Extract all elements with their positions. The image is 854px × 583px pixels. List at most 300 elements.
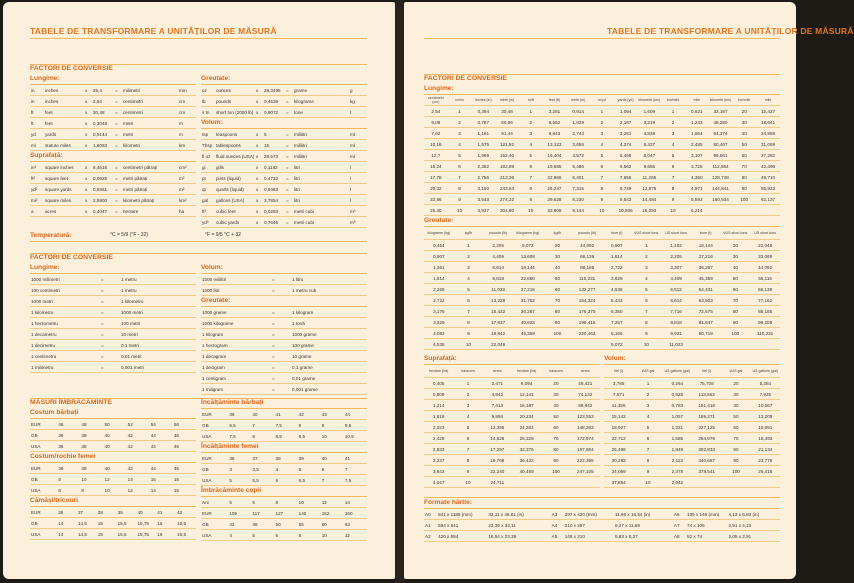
table-cell	[751, 477, 780, 488]
metric-volume-table	[201, 274, 367, 296]
table-row	[424, 284, 780, 295]
table-cell: ml	[349, 129, 367, 140]
table-cell: 4,828	[637, 128, 661, 139]
table-cell: 55,923	[756, 183, 780, 194]
table-cell: tsp	[201, 129, 215, 140]
table-cell: litri	[293, 195, 349, 206]
table-cell: 44	[344, 409, 367, 420]
table-row	[424, 509, 780, 520]
table-cell: 1 metru	[120, 274, 196, 285]
table-cell: cm	[178, 96, 196, 107]
subsection-title: Greutate:	[424, 216, 780, 227]
table-cell: 3,107	[685, 150, 709, 161]
table-cell: m²	[178, 173, 196, 184]
table-cell: 274,32	[495, 194, 519, 205]
section-title-spacer	[201, 253, 367, 263]
table-cell: 20	[721, 240, 751, 251]
table-cell: 38	[80, 430, 103, 441]
table-row	[604, 455, 780, 466]
table-cell: 100	[543, 328, 573, 339]
table-row	[424, 433, 600, 444]
table-cell	[692, 477, 721, 488]
table-row	[30, 129, 196, 140]
table-cell: 100	[541, 466, 570, 477]
table-cell: 0,9144	[92, 129, 114, 140]
paper-formats-table	[424, 509, 780, 542]
table-cell: 1,814	[424, 273, 454, 284]
table-cell: 1,575	[471, 139, 495, 150]
table-cell: 31,069	[756, 139, 780, 150]
table-cell: ft²	[30, 173, 44, 184]
table-cell: 1000 milimetri	[30, 274, 100, 285]
table-cell: 36	[57, 463, 80, 474]
table-cell: 60,96	[495, 117, 519, 128]
table-cell: kilograme	[293, 96, 349, 107]
table-cell: 90	[541, 455, 570, 466]
table-cell: 0,01 metri	[120, 351, 196, 362]
table-cell: x	[84, 129, 92, 140]
table-cell: 1	[632, 240, 662, 251]
table-cell: 9,072	[513, 240, 543, 251]
table-cell: =	[100, 274, 120, 285]
subsection-title: Greutate:	[201, 74, 367, 85]
table-cell: 7	[454, 306, 484, 317]
table-cell: 7,655	[614, 172, 638, 183]
table-cell: 2,113	[663, 455, 692, 466]
table-cell: ounces	[215, 85, 255, 96]
table-cell: 16,5	[176, 518, 196, 529]
table-cell: 55	[298, 519, 321, 530]
table-cell: 56	[173, 419, 196, 430]
table-cell: 7,5	[228, 431, 251, 442]
table-cell: 23,776	[751, 455, 780, 466]
table-cell: 36,287	[691, 262, 721, 273]
table-cell: 60	[541, 422, 570, 433]
table-cell: 5	[251, 530, 274, 541]
table-cell: 2,05 x 2,91	[728, 531, 781, 542]
table-cell: 227,125	[692, 422, 721, 433]
subsection-title: Suprafață:	[30, 151, 196, 162]
column-header: tone (t)	[691, 227, 721, 240]
table-cell: 297 x 420 (mm)	[564, 509, 614, 520]
table-cell: 33,069	[750, 251, 780, 262]
table-cell: =	[114, 173, 122, 184]
table-cell: 3,219	[637, 117, 661, 128]
table-cell: 16,404	[543, 150, 567, 161]
table-cell: 96,561	[709, 150, 733, 161]
table-cell: 8	[57, 474, 80, 485]
table-row	[424, 389, 600, 400]
left-page	[3, 2, 395, 579]
surface-table	[30, 162, 196, 217]
table-cell: milimetri	[122, 85, 178, 96]
table-cell: 19,685	[543, 161, 567, 172]
table-cell	[721, 339, 751, 350]
table-cell: 10	[321, 431, 344, 442]
table-row	[604, 378, 780, 389]
table-cell: 3	[448, 128, 472, 139]
table-cell: 7	[633, 444, 662, 455]
table-cell: 6	[519, 161, 543, 172]
table-cell: 10	[80, 474, 103, 485]
table-cell: 0,394	[471, 106, 495, 117]
table-cell: 12,141	[512, 389, 541, 400]
table-cell: =	[271, 340, 291, 351]
table-cell: 40	[104, 463, 127, 474]
table-cell: 100 metri	[120, 318, 196, 329]
table-cell: 0,1 grame	[291, 362, 367, 373]
table-cell: 25,40	[424, 205, 448, 216]
table-row	[201, 373, 367, 384]
table-row	[604, 411, 780, 422]
table-cell: 6	[321, 464, 344, 475]
table-row	[30, 296, 196, 307]
weight-table	[201, 85, 367, 118]
table-cell: 11,69 x 16,54 (in)	[614, 509, 673, 520]
table-cell: 15,75	[136, 529, 156, 540]
column-header: km/mile	[661, 95, 685, 106]
table-cell: =	[285, 151, 293, 162]
table-cell: 60	[721, 284, 751, 295]
table-cell: 16	[156, 518, 176, 529]
table-cell: 6,437	[637, 139, 661, 150]
table-cell: 6	[454, 295, 484, 306]
table-row	[424, 161, 780, 172]
table-cell: 7,257	[602, 317, 632, 328]
table-cell: 44	[150, 430, 173, 441]
table-cell: 189,271	[692, 411, 721, 422]
table-cell: USA	[30, 485, 57, 496]
table-cell: 5	[453, 422, 482, 433]
table-cell: 9,656	[637, 161, 661, 172]
table-header-row	[424, 95, 780, 106]
table-cell: 15,5	[117, 529, 137, 540]
table-cell: 40	[721, 262, 751, 273]
table-cell: 4	[661, 139, 685, 150]
table-row	[424, 240, 780, 251]
table-cell: =	[100, 285, 120, 296]
table-cell: 19,842	[483, 328, 513, 339]
table-cell: 74 x 105	[686, 520, 727, 531]
table-cell: 18	[173, 474, 196, 485]
section-title: FACTORI DE CONVERSIE	[30, 65, 113, 72]
table-cell: 100	[721, 328, 751, 339]
weight-conversion-table	[424, 227, 780, 350]
table-cell: 1 miligram	[201, 384, 271, 395]
table-row	[201, 274, 367, 285]
table-cell: 7,571	[604, 389, 633, 400]
table-cell: 50	[543, 273, 573, 284]
table-cell: 28,328	[512, 433, 541, 444]
table-cell: 0,528	[663, 389, 692, 400]
table-cell: 5	[633, 422, 662, 433]
table-row	[30, 441, 196, 452]
table-cell: 9	[453, 466, 482, 477]
table-cell: 12	[321, 497, 344, 508]
table-cell: 70	[541, 433, 570, 444]
table-cell: 15,432	[483, 306, 513, 317]
table-cell	[750, 339, 780, 350]
table-cell: 110,231	[750, 328, 780, 339]
table-cell: =	[285, 184, 293, 195]
table-cell: x	[84, 96, 92, 107]
table-cell: 9	[633, 466, 662, 477]
table-cell: 3,728	[685, 161, 709, 172]
table-cell: 38	[80, 463, 103, 474]
table-cell: =	[271, 329, 291, 340]
table-cell: 10	[321, 530, 344, 541]
table-cell: 2,756	[471, 172, 495, 183]
table-cell: 6,614	[483, 262, 513, 273]
table-cell: l	[349, 173, 367, 184]
column-header: acres	[483, 365, 512, 378]
table-cell: 1000 metri	[120, 307, 196, 318]
table-cell: 148 x 210	[564, 531, 614, 542]
table-row	[30, 362, 196, 373]
table-cell: x	[84, 184, 92, 195]
metric-weight-table	[201, 307, 367, 395]
table-cell: x	[255, 217, 263, 228]
table-cell: 60	[543, 284, 573, 295]
table-cell: =	[285, 206, 293, 217]
column-header: US short tons	[750, 227, 780, 240]
table-cell: 6,350	[602, 306, 632, 317]
table-cell: square miles	[44, 195, 84, 206]
table-cell: 30	[721, 251, 751, 262]
table-cell: 22,680	[513, 273, 543, 284]
table-cell: USA	[30, 529, 57, 540]
men-suit-table	[30, 419, 196, 452]
table-cell: 14,484	[637, 194, 661, 205]
table-cell: pounds	[215, 96, 255, 107]
table-cell: fluid ounces (USA)	[215, 151, 255, 162]
table-cell: 3	[633, 400, 662, 411]
table-cell: 2	[661, 117, 685, 128]
table-cell: 4	[453, 411, 482, 422]
volume-table	[201, 129, 367, 228]
table-cell: 160,934	[709, 194, 733, 205]
column-header: l/US gal	[721, 365, 750, 378]
table-cell: inches	[44, 96, 84, 107]
table-cell: 0,001 grame	[291, 384, 367, 395]
column-header: US gallons (gal)	[663, 365, 692, 378]
table-cell	[541, 477, 570, 488]
table-cell: 8,230	[566, 194, 590, 205]
table-cell: 2,743	[566, 128, 590, 139]
column-header: litri (l)	[692, 365, 721, 378]
metric-vw-block	[201, 253, 367, 395]
table-cell: acres	[44, 206, 84, 217]
table-cell: 16,54 x 23,39	[487, 531, 550, 542]
subsection-title: Costum/rochie femei	[30, 452, 196, 463]
table-row	[201, 453, 367, 464]
table-cell: 16	[173, 485, 196, 496]
table-row	[201, 519, 367, 530]
table-cell: 15	[263, 140, 285, 151]
table-cell: 4	[590, 139, 614, 150]
table-cell: x	[84, 195, 92, 206]
column-header: cm/in	[448, 95, 472, 106]
table-cell	[543, 339, 573, 350]
table-cell: 8	[80, 485, 103, 496]
table-cell: 45,359	[513, 328, 543, 339]
table-cell: 48	[80, 419, 103, 430]
table-cell: 20	[543, 240, 573, 251]
table-cell: gallons (USA)	[215, 195, 255, 206]
table-cell: 23,39 x 33,11	[487, 520, 550, 531]
table-cell: t	[349, 107, 367, 118]
table-cell: 22,046	[750, 240, 780, 251]
table-cell: 7,716	[661, 306, 691, 317]
table-cell: 26,418	[751, 466, 780, 477]
table-cell: 264,979	[692, 433, 721, 444]
table-cell: 121,92	[495, 139, 519, 150]
column-header: pounds (lb)	[483, 227, 513, 240]
table-cell: A5	[551, 531, 564, 542]
table-row	[30, 340, 196, 351]
section-title: MĂSURI ÎMBRĂCĂMINTE	[30, 399, 112, 406]
table-cell: 30	[721, 389, 750, 400]
table-cell: 5,83 x 8,27	[614, 531, 673, 542]
table-cell: A1	[424, 520, 437, 531]
table-cell: 8	[275, 497, 298, 508]
table-row	[201, 195, 367, 206]
table-cell: x	[255, 129, 263, 140]
table-cell: 50	[721, 273, 751, 284]
women-dress-table	[30, 463, 196, 496]
table-cell: 27,216	[513, 284, 543, 295]
table-cell: =	[114, 206, 122, 217]
table-cell: 3,281	[614, 128, 638, 139]
table-cell: 40	[321, 453, 344, 464]
table-cell: 1 decametru	[30, 329, 100, 340]
table-cell: 6	[632, 295, 662, 306]
column-header: US gallons (gal)	[751, 365, 780, 378]
table-cell: 247,105	[571, 466, 600, 477]
table-cell: 40	[541, 400, 570, 411]
table-row	[604, 477, 780, 488]
table-cell: 45,359	[691, 273, 721, 284]
table-cell: 15,142	[604, 411, 633, 422]
table-cell: x	[255, 184, 263, 195]
table-cell: 43	[321, 409, 344, 420]
table-cell: 7	[448, 172, 472, 183]
table-cell: 46	[251, 519, 274, 530]
table-row	[201, 307, 367, 318]
table-cell: x	[255, 206, 263, 217]
table-cell: 1 kilogram	[201, 329, 271, 340]
table-cell: 140	[298, 508, 321, 519]
table-cell: 14	[57, 518, 77, 529]
table-cell: 19,768	[483, 455, 512, 466]
table-cell: =	[271, 373, 291, 384]
column-header: kg/lb	[543, 227, 573, 240]
table-cell: 6,562	[614, 161, 638, 172]
table-row	[424, 444, 600, 455]
table-cell	[732, 205, 756, 216]
table-row	[30, 529, 196, 540]
table-cell: EUR	[201, 409, 228, 420]
table-cell: 8,047	[637, 150, 661, 161]
table-cell: qt	[201, 184, 215, 195]
table-cell: EUR	[30, 507, 57, 518]
table-cell: GB	[201, 519, 228, 530]
table-cell: 41	[156, 507, 176, 518]
table-cell: square yards	[44, 184, 84, 195]
table-cell: 2,54	[92, 96, 114, 107]
table-cell: 40	[732, 128, 756, 139]
table-cell: 30,48	[495, 106, 519, 117]
table-cell: 7,315	[566, 183, 590, 194]
table-cell: 7,925	[751, 389, 780, 400]
table-cell: 40	[136, 507, 156, 518]
table-cell: 6,4516	[92, 162, 114, 173]
table-cell: 8	[298, 530, 321, 541]
table-row	[201, 475, 367, 486]
table-cell: 1,609	[637, 106, 661, 117]
table-cell: 0,4732	[263, 173, 285, 184]
temperature-row	[30, 230, 367, 242]
table-cell: 70	[543, 295, 573, 306]
table-cell: 10	[519, 205, 543, 216]
table-cell: 1,243	[685, 117, 709, 128]
table-row	[424, 117, 780, 128]
table-cell: 154,324	[572, 295, 602, 306]
table-cell	[756, 205, 780, 216]
subsection-title: Lungime:	[30, 263, 196, 274]
table-cell: 40,823	[513, 317, 543, 328]
table-cell: x	[255, 140, 263, 151]
table-cell: 6,214	[685, 205, 709, 216]
table-cell: x	[255, 96, 263, 107]
table-cell: 2,54	[424, 106, 448, 117]
table-cell: 40	[251, 409, 274, 420]
table-cell: 9,072	[602, 339, 632, 350]
table-cell: A7	[673, 520, 686, 531]
table-cell: 5,08	[424, 117, 448, 128]
table-cell: yards	[44, 129, 84, 140]
table-cell: 10,567	[751, 400, 780, 411]
table-cell: =	[285, 85, 293, 96]
table-cell: 210 x 297	[564, 520, 614, 531]
table-cell: m³	[349, 217, 367, 228]
table-cell: 54,431	[691, 284, 721, 295]
table-row	[30, 107, 196, 118]
table-cell: 7	[590, 172, 614, 183]
table-cell: 9,5	[298, 431, 321, 442]
table-cell: mililitri	[293, 151, 349, 162]
table-cell: 8	[632, 317, 662, 328]
table-cell: 36	[57, 507, 77, 518]
table-cell: 2,722	[602, 262, 632, 273]
table-cell: 37,282	[756, 150, 780, 161]
column-header: km/mile	[732, 95, 756, 106]
table-cell: 11,265	[637, 172, 661, 183]
table-cell: 3,175	[424, 306, 454, 317]
table-cell: 9,843	[543, 128, 567, 139]
table-cell: 1 decimetru	[30, 340, 100, 351]
table-cell: metri pătrați	[122, 184, 178, 195]
subsection-title: Costum bărbați	[30, 408, 196, 419]
table-cell: 2,187	[614, 117, 638, 128]
table-cell: 7	[661, 172, 685, 183]
table-cell: =	[285, 107, 293, 118]
table-cell: ml	[349, 140, 367, 151]
table-cell: =	[114, 107, 122, 118]
table-cell: 198,416	[572, 317, 602, 328]
fahrenheit-formula: °F = 9/5 °C + 32	[205, 232, 241, 238]
table-cell: kilometri	[122, 140, 178, 151]
